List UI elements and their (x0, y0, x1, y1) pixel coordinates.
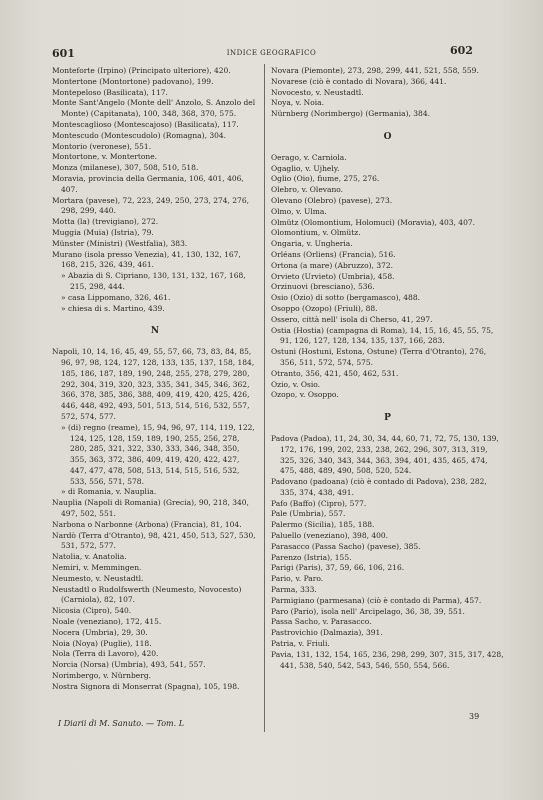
index-entry: Montorio (veronese), 551. (52, 141, 152, 151)
index-subentry: » (di) regno (reame), 15, 94, 96, 97, 114, 119, 122, 124, 125, 128, 159, 189, 190, 255, 256, 278, 280, 285, 321, 322, 330, 333, 346, 348, 350, 355, 363, 372, 386, 409, 419, 420, 422, 427, 447, 477, 478, 508, 513, 514, 515, 516, 532, 533, 556, 571, 578. (61, 422, 255, 486)
index-entry: Nürnberg (Norimbergo) (Germania), 384. (271, 109, 430, 119)
index-entry: Olmo, v. Ulma. (271, 206, 327, 216)
index-entry: Padova (Padoa), 11, 24, 30, 34, 44, 60, 71, 72, 75, 130, 139, 172, 176, 199, 202, 233, 238, 262, 296, 307, 313, 319, 325, 326, 340, 343, 344, 363, 394, 401, 435, 465, 474, 475, 488, 489, 490, 508, 520, 524. (271, 433, 499, 476)
section-letter-n: N (150, 326, 160, 337)
index-entry: Otranto, 356, 421, 450, 462, 531. (271, 368, 399, 378)
index-subentry: » Abazia di S. Cipriano, 130, 131, 132, 167, 168, 215, 298, 444. (61, 271, 246, 291)
index-entry: Paro (Pario), isola nell' Arcipelago, 36, 38, 39, 551. (271, 606, 465, 616)
index-entry: Pavia, 131, 132, 154, 165, 236, 298, 299, 307, 315, 317, 428, 441, 538, 540, 542, 543, 546, 550, 554, 566. (271, 649, 504, 670)
index-entry: Ostia (Hostia) (campagna di Roma), 14, 15, 16, 45, 55, 75, 91, 126, 127, 128, 134, 135, 137, 166, 283. (271, 325, 494, 346)
left-column (52, 66, 258, 693)
index-entry: Ozio, v. Osio. (271, 379, 321, 389)
left-page-number: 601 (52, 47, 75, 60)
index-entry: Oglio (Oio), fiume, 275, 276. (271, 174, 380, 184)
index-entry: Passa Sacho, v. Parasacco. (271, 617, 372, 627)
index-subentry: » di Romania, v. Nauplia. (61, 487, 157, 497)
index-entry: Oerago, v. Carniola. (271, 152, 347, 162)
index-entry: Montortone, v. Montertone. (52, 152, 158, 162)
section-letter-o: O (383, 131, 392, 142)
index-entry: Monteforte (Irpino) (Principato ulteriore), 420. (52, 66, 231, 75)
index-entry: Nardò (Terra d'Otranto), 98, 421, 450, 513, 527, 530, 531, 572, 577. (52, 530, 256, 551)
index-entry: Montescaglioso (Montescajoso) (Basilicata), 117. (52, 119, 239, 129)
index-entry: Ogaglio, v. Ujhely. (271, 163, 340, 173)
index-entry: Parma, 333. (271, 585, 317, 595)
index-entry: Nemiri, v. Memmingen. (52, 563, 142, 573)
index-entry: Natolia, v. Anatolia. (52, 552, 127, 562)
index-entry: Olevano (Olebro) (pavese), 273. (271, 195, 393, 205)
index-entry: Murano (isola presso Venezia), 41, 130, 132, 167, 168, 215, 326, 439, 461. (52, 249, 241, 270)
index-entry: Neumesto, v. Neustadtl. (52, 573, 144, 583)
index-entry: Osoppo (Ozopo) (Friuli), 88. (271, 303, 378, 313)
index-entry: Paluello (veneziano), 398, 400. (271, 531, 389, 541)
index-entry: Norimbergo, v. Nürnberg. (52, 671, 152, 681)
index-entry: Padovano (padoana) (ciò è contado di Padova), 238, 282, 335, 374, 438, 491. (271, 477, 487, 497)
index-entry: Novara (Piemonte), 273, 298, 299, 441, 521, 558, 559. (271, 66, 479, 75)
index-entry: Pale (Umbria), 557. (271, 509, 346, 519)
signature-mark: 39 (469, 712, 480, 721)
index-entry: Novocesto, v. Neustadtl. (271, 87, 364, 97)
index-entry: Montescudo (Montescudolo) (Romagna), 304. (52, 130, 227, 140)
index-entry: Pafo (Baffo) (Cipro), 577. (271, 498, 367, 508)
index-entry: Orléans (Orliens) (Francia), 516. (271, 249, 396, 259)
index-entry: Orzinuovi (bresciano), 536. (271, 282, 375, 292)
index-entry: Parasacco (Passa Sacho) (pavese), 385. (271, 541, 421, 551)
index-entry: Palermo (Sicilia), 185, 188. (271, 520, 375, 530)
index-entry: Ostuni (Hostuni, Estona, Ostune) (Terra d'Otranto), 276, 356, 511, 572, 574, 575. (271, 347, 487, 367)
index-entry: Muggia (Muia) (Istria), 79. (52, 227, 154, 237)
index-entry: Osio (Ozio) di sotto (bergamasco), 488. (271, 293, 420, 303)
section-letter-p: P (384, 413, 391, 424)
index-subentry: » chiesa di s. Martino, 439. (61, 303, 165, 313)
index-entry: Nocera (Umbria), 29, 30. (52, 627, 148, 637)
index-entry: Ortona (a mare) (Abruzzo), 372. (271, 260, 394, 270)
index-entry: Neustadtl o Rudolfswerth (Neumesto, Novocesto) (Carniola), 82, 107. (52, 584, 242, 605)
footer-title: I Diarii di M. Sanuto. — Tom. L (58, 719, 185, 728)
index-entry: Nola (Terra di Lavoro), 420. (52, 649, 159, 659)
index-entry: Napoli, 10, 14, 16, 45, 49, 55, 57, 66, 73, 83, 84, 85, 96, 97, 98, 124, 127, 128, 133, 135, 137, 158, 184, 185, 186, 187, 189, 190, 248, 255, 278, 279, 280, 292, 304, 319, 320, 323, 335, 341, 345, 346, 362, 366, 378, 385, 386, 388, 409, 419, 420, 425, 426, 446, 448, 492, 493, 501, 513, 514, 516, 532, 557, 572, 574, 577. (52, 347, 255, 421)
index-entry: Parmigiano (parmesana) (ciò è contado di Parma), 457. (271, 595, 482, 605)
index-entry: Norcia (Norsa) (Umbria), 493, 541, 557. (52, 660, 206, 670)
index-entry: Moravia, provincia della Germania, 106, 401, 406, 407. (52, 173, 244, 194)
index-entry: Ongaria, v. Ungheria. (271, 239, 353, 249)
index-entry: Noale (veneziano), 172, 415. (52, 617, 162, 627)
right-column (271, 66, 504, 671)
index-entry: Motta (la) (trevigiano), 272. (52, 217, 159, 227)
index-entry: Nauplia (Napoli di Romania) (Grecia), 90, 218, 340, 497, 502, 551. (52, 498, 249, 519)
index-entry: Patria, v. Friuli. (271, 639, 330, 649)
index-entry: Nicosia (Cipro), 540. (52, 606, 132, 616)
index-entry: Noya, v. Noia. (271, 98, 325, 108)
index-entry: Orvieto (Urvieto) (Umbria), 458. (271, 271, 395, 281)
index-entry: Ossero, città nell' isola di Cherso, 41, 297. (271, 314, 433, 324)
running-title: INDICE GEOGRAFICO (226, 49, 317, 57)
index-entry: Nostra Signora di Monserrat (Spagna), 105, 198. (52, 681, 240, 691)
index-entry: Olebro, v. Olevano. (271, 185, 344, 195)
index-entry: Monza (milanese), 307, 508, 510, 518. (52, 163, 199, 173)
index-entry: Novarese (ciò è contado di Novara), 366, 441. (271, 76, 447, 86)
index-entry: Narbona o Narbonne (Arbona) (Francia), 81, 104. (52, 519, 242, 529)
index-entry: Olmütz (Olomontium, Holomuci) (Moravia), 403, 407. (271, 217, 475, 227)
index-subentry: » casa Lippomano, 326, 461. (61, 292, 171, 302)
index-entry: Noia (Noya) (Puglie), 118. (52, 638, 152, 648)
index-entry: Pastrovichio (Dalmazia), 391. (271, 628, 383, 638)
index-entry: Mortara (pavese), 72, 223, 249, 250, 273, 274, 276, 298, 299, 440. (52, 195, 249, 216)
index-entry: Parigi (Paris), 37, 59, 66, 106, 216. (271, 563, 405, 573)
index-entry: Montertone (Montortone) padovano), 199. (52, 76, 214, 86)
index-entry: Münster (Ministri) (Westfalia), 383. (52, 238, 188, 248)
index-entry: Monte Sant'Angelo (Monte dell' Anzolo, S. Anzolo del Monte) (Capitanata), 100, 348, 368, 370, 575. (52, 98, 256, 119)
index-entry: Pario, v. Paro. (271, 574, 324, 584)
index-entry: Montepeloso (Basilicata), 117. (52, 87, 168, 97)
index-entry: Ozopo, v. Osoppo. (271, 390, 339, 400)
column-divider (264, 64, 265, 732)
index-entry: Olomontium, v. Olmütz. (271, 228, 361, 238)
index-entry: Parenzo (Istria), 155. (271, 552, 352, 562)
right-page-number: 602 (450, 44, 473, 57)
